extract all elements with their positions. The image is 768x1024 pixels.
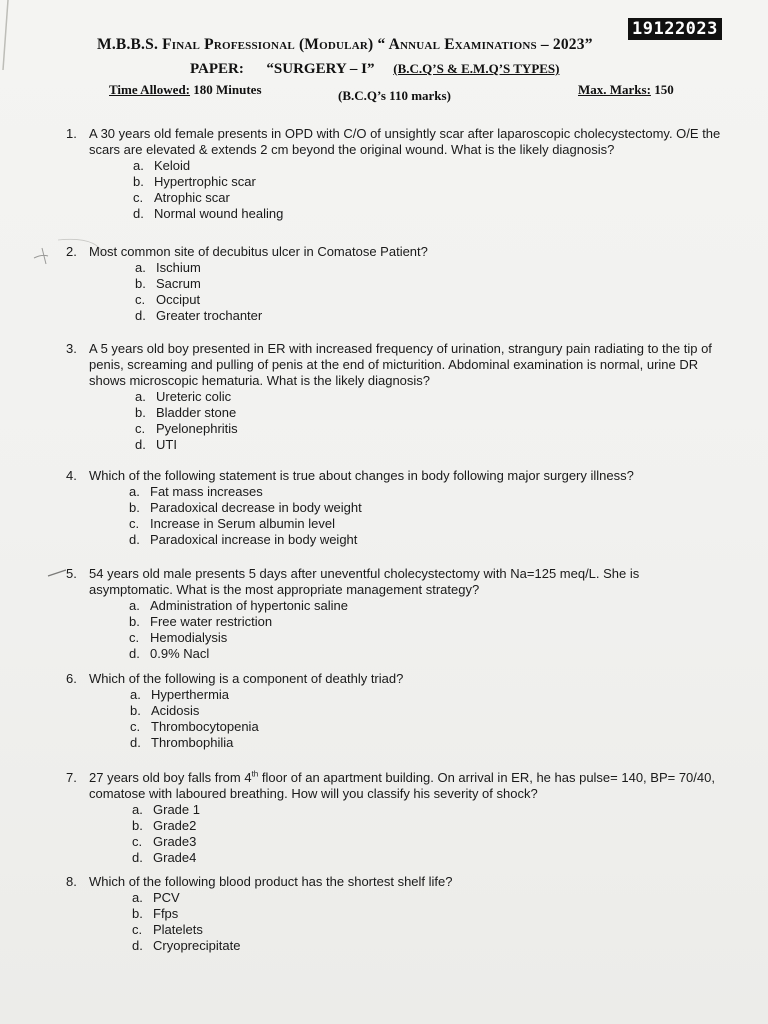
serial-number: 19122023 bbox=[628, 18, 722, 40]
option-c bbox=[135, 292, 726, 308]
time-label: Time Allowed: bbox=[109, 82, 191, 97]
option-text: Grade2 bbox=[153, 818, 197, 833]
question-text bbox=[89, 770, 726, 802]
option-text: Ureteric colic bbox=[156, 389, 232, 404]
question-text-part: floor of an apartment building. On arrival in ER, he has pulse= 140, BP= 70/40, comatose with laboured breathing. How will you classify his severity of shock? bbox=[89, 770, 715, 801]
option-letter: d. bbox=[132, 850, 143, 865]
options-list bbox=[130, 687, 726, 751]
option-letter: b. bbox=[129, 614, 140, 629]
option-text: Platelets bbox=[153, 922, 203, 937]
option-d bbox=[135, 308, 726, 324]
option-text: Keloid bbox=[154, 158, 191, 173]
option-c bbox=[132, 834, 726, 850]
option-letter: a. bbox=[129, 484, 140, 499]
page-edge-mark bbox=[0, 0, 10, 80]
option-b bbox=[129, 500, 726, 516]
option-b bbox=[135, 405, 726, 421]
option-text: Hyperthermia bbox=[151, 687, 230, 702]
option-a bbox=[132, 890, 726, 906]
option-d bbox=[135, 437, 726, 453]
option-letter: c. bbox=[132, 922, 143, 937]
option-letter: a. bbox=[135, 389, 146, 404]
option-a bbox=[129, 598, 726, 614]
question-text-part: 27 years old boy falls from 4 bbox=[89, 770, 252, 785]
option-letter: b. bbox=[135, 405, 146, 420]
option-letter: d. bbox=[132, 938, 143, 953]
question-7 bbox=[66, 770, 726, 866]
option-text: Greater trochanter bbox=[156, 308, 263, 323]
question-text: A 30 years old female presents in OPD with C/O of unsightly scar after laparoscopic cholecystectomy. O/E the scars are elevated & extends 2 cm beyond the original wound. What is the likely diagnosis? bbox=[89, 126, 721, 157]
question-5 bbox=[66, 566, 726, 662]
max-marks bbox=[578, 82, 674, 98]
question-4 bbox=[66, 468, 726, 548]
question-text: Which of the following is a component of deathly triad? bbox=[89, 671, 404, 686]
option-text: Sacrum bbox=[156, 276, 201, 291]
option-letter: a. bbox=[129, 598, 140, 613]
option-c bbox=[135, 421, 726, 437]
option-text: Grade3 bbox=[153, 834, 197, 849]
question-text: 54 years old male presents 5 days after uneventful cholecystectomy with Na=125 meq/L. She is asymptomatic. What is the most appropriate management strategy? bbox=[89, 566, 640, 597]
option-c bbox=[130, 719, 726, 735]
options-list bbox=[129, 598, 726, 662]
question-text: Which of the following statement is true about changes in body following major surgery illness? bbox=[89, 468, 634, 483]
option-text: Thrombocytopenia bbox=[151, 719, 259, 734]
option-text: Administration of hypertonic saline bbox=[150, 598, 348, 613]
option-a bbox=[129, 484, 726, 500]
options-list bbox=[133, 158, 726, 222]
options-list bbox=[135, 389, 726, 453]
option-a bbox=[130, 687, 726, 703]
option-b bbox=[129, 614, 726, 630]
option-text: Increase in Serum albumin level bbox=[150, 516, 335, 531]
option-b bbox=[132, 906, 726, 922]
option-a bbox=[133, 158, 726, 174]
question-number: 1. bbox=[66, 126, 77, 141]
option-letter: b. bbox=[135, 276, 146, 291]
paper-type: (B.C.Q’S & E.M.Q’S TYPES) bbox=[393, 61, 560, 76]
option-b bbox=[133, 174, 726, 190]
options-list bbox=[129, 484, 726, 548]
option-d bbox=[133, 206, 726, 222]
paper-line bbox=[190, 61, 560, 78]
paper-title: “SURGERY – I” bbox=[266, 61, 375, 77]
question-number: 2. bbox=[66, 244, 77, 259]
option-letter: c. bbox=[135, 421, 146, 436]
option-text: Thrombophilia bbox=[151, 735, 234, 750]
option-a bbox=[135, 260, 726, 276]
option-c bbox=[133, 190, 726, 206]
question-number: 8. bbox=[66, 874, 77, 889]
option-a bbox=[132, 802, 726, 818]
superscript: th bbox=[251, 769, 259, 779]
option-text: Fat mass increases bbox=[150, 484, 263, 499]
option-letter: c. bbox=[135, 292, 146, 307]
option-text: Hemodialysis bbox=[150, 630, 228, 645]
question-1 bbox=[66, 126, 726, 222]
option-text: Grade4 bbox=[153, 850, 197, 865]
option-d bbox=[132, 938, 726, 954]
option-text: Ischium bbox=[156, 260, 201, 275]
question-2 bbox=[66, 244, 726, 324]
option-letter: a. bbox=[130, 687, 141, 702]
option-text: Atrophic scar bbox=[154, 190, 230, 205]
option-letter: a. bbox=[133, 158, 144, 173]
option-letter: b. bbox=[132, 906, 143, 921]
option-text: Normal wound healing bbox=[154, 206, 284, 221]
option-b bbox=[130, 703, 726, 719]
max-marks-label: Max. Marks: bbox=[578, 82, 651, 97]
option-d bbox=[132, 850, 726, 866]
option-text: Ffps bbox=[153, 906, 179, 921]
option-c bbox=[129, 516, 726, 532]
option-text: Bladder stone bbox=[156, 405, 237, 420]
option-text: Grade 1 bbox=[153, 802, 200, 817]
paper-label: PAPER: bbox=[190, 61, 244, 77]
option-letter: a. bbox=[132, 802, 143, 817]
question-8 bbox=[66, 874, 726, 954]
option-text: Paradoxical increase in body weight bbox=[150, 532, 358, 547]
option-text: Acidosis bbox=[151, 703, 200, 718]
option-letter: b. bbox=[129, 500, 140, 515]
max-marks-value: 150 bbox=[654, 82, 674, 97]
option-letter: c. bbox=[129, 516, 140, 531]
option-d bbox=[129, 532, 726, 548]
option-text: Cryoprecipitate bbox=[153, 938, 241, 953]
option-letter: c. bbox=[130, 719, 141, 734]
option-c bbox=[132, 922, 726, 938]
question-text: Most common site of decubitus ulcer in Comatose Patient? bbox=[89, 244, 428, 259]
option-letter: b. bbox=[130, 703, 141, 718]
exam-title bbox=[97, 36, 593, 54]
option-text: Hypertrophic scar bbox=[154, 174, 256, 189]
question-3 bbox=[66, 341, 726, 453]
question-number: 4. bbox=[66, 468, 77, 483]
question-number: 7. bbox=[66, 770, 77, 785]
option-d bbox=[130, 735, 726, 751]
question-number: 6. bbox=[66, 671, 77, 686]
option-letter: d. bbox=[135, 308, 146, 323]
option-text: Occiput bbox=[156, 292, 201, 307]
option-text: UTI bbox=[156, 437, 177, 452]
option-text: Free water restriction bbox=[150, 614, 273, 629]
exam-title-text: M.B.B.S. Final Professional (Modular) “ Annual Examinations – 2023” bbox=[97, 36, 593, 53]
option-text: Pyelonephritis bbox=[156, 421, 238, 436]
option-b bbox=[132, 818, 726, 834]
bcq-marks: (B.C.Q’s 110 marks) bbox=[338, 88, 451, 103]
option-letter: d. bbox=[129, 646, 140, 661]
question-6 bbox=[66, 671, 726, 751]
option-letter: d. bbox=[130, 735, 141, 750]
options-list bbox=[132, 890, 726, 954]
option-text: Paradoxical decrease in body weight bbox=[150, 500, 362, 515]
option-text: PCV bbox=[153, 890, 180, 905]
option-letter: c. bbox=[132, 834, 143, 849]
option-letter: c. bbox=[129, 630, 140, 645]
option-text: 0.9% Nacl bbox=[150, 646, 210, 661]
question-number: 3. bbox=[66, 341, 77, 356]
time-value: 180 Minutes bbox=[193, 82, 262, 97]
question-text: A 5 years old boy presented in ER with increased frequency of urination, strangury pain radiating to the tip of penis, screaming and pulling of penis at the end of micturition. Abdominal examination is normal, urine DR shows microscopic hematuria. What is the likely diagnosis? bbox=[89, 341, 712, 388]
option-d bbox=[129, 646, 726, 662]
option-letter: b. bbox=[133, 174, 144, 189]
option-a bbox=[135, 389, 726, 405]
options-list bbox=[135, 260, 726, 324]
option-b bbox=[135, 276, 726, 292]
option-c bbox=[129, 630, 726, 646]
option-letter: d. bbox=[135, 437, 146, 452]
question-number: 5. bbox=[66, 566, 77, 581]
option-letter: b. bbox=[132, 818, 143, 833]
question-text: Which of the following blood product has the shortest shelf life? bbox=[89, 874, 453, 889]
options-list bbox=[132, 802, 726, 866]
option-letter: a. bbox=[135, 260, 146, 275]
time-allowed bbox=[109, 82, 262, 98]
option-letter: d. bbox=[133, 206, 144, 221]
option-letter: c. bbox=[133, 190, 144, 205]
option-letter: d. bbox=[129, 532, 140, 547]
option-letter: a. bbox=[132, 890, 143, 905]
